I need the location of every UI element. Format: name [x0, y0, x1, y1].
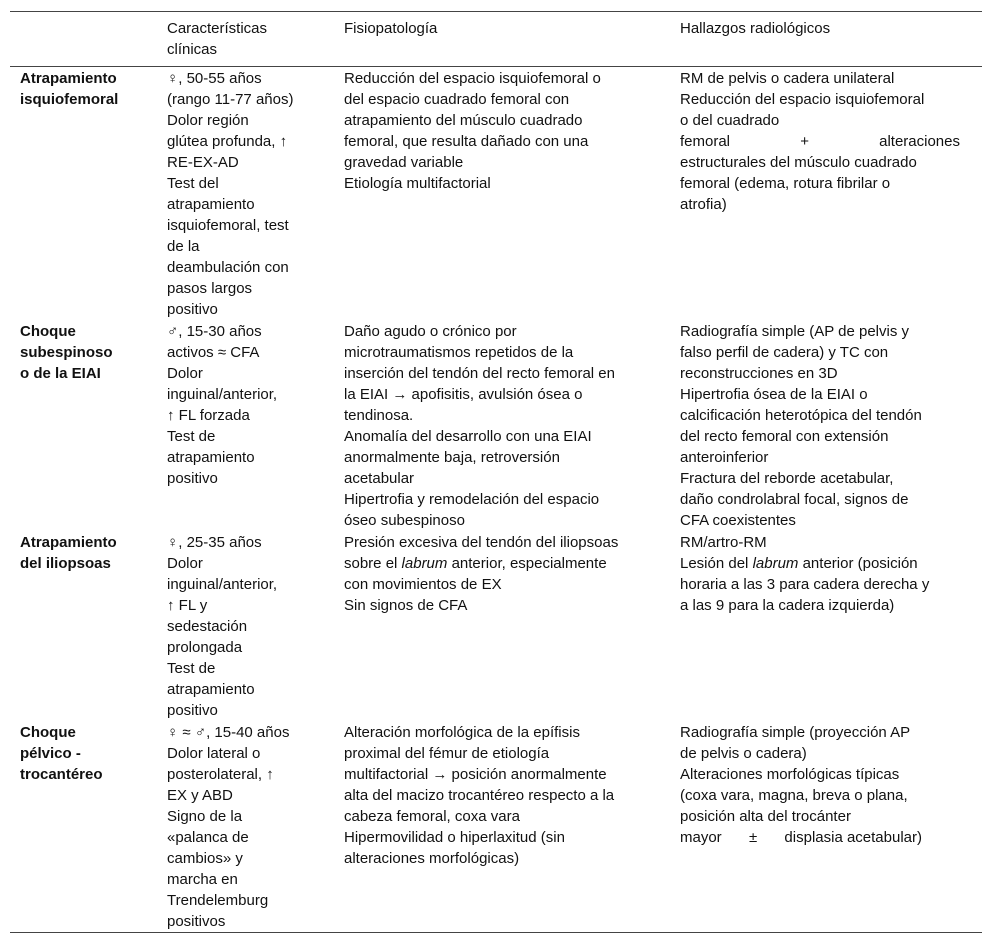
- text-run: Lesión del: [680, 555, 753, 572]
- clinical-line: Trendelemburg: [167, 892, 269, 909]
- radiology-line: anteroinferior: [680, 449, 769, 466]
- pathophysiology-line: femoral, que resulta dañado con una: [344, 133, 589, 150]
- clinical-line: ♂, 15-30 años: [167, 323, 262, 340]
- pathophysiology-line: microtraumatismos repetidos de la: [344, 344, 574, 361]
- radiology-word: ±: [748, 829, 758, 846]
- radiology-line: reconstrucciones en 3D: [680, 365, 838, 382]
- radiology-line: Fractura del reborde acetabular,: [680, 470, 894, 487]
- table-row: [10, 721, 982, 933]
- table-row: [10, 320, 982, 531]
- clinical-line: Signo de la: [167, 808, 243, 825]
- radiology-cell: [677, 67, 982, 321]
- pathophysiology-line: tendinosa.: [344, 407, 414, 424]
- clinical-line: marcha en: [167, 871, 238, 888]
- radiology-line: [680, 553, 982, 574]
- clinical-line: cambios» y: [167, 850, 243, 867]
- pathophysiology-cell: [339, 320, 677, 531]
- pathophysiology-line: Hipertrofia y remodelación del espacio: [344, 491, 600, 508]
- pathophysiology-line: Etiología multifactorial: [344, 175, 491, 192]
- radiology-line: posición alta del trocánter: [680, 808, 851, 825]
- header-radiology: Hallazgos radiológicos: [680, 20, 831, 37]
- clinical-line: glútea profunda, ↑: [167, 133, 288, 150]
- pathophysiology-cell: [339, 721, 677, 933]
- clinical-line: ↑ FL forzada: [167, 407, 250, 424]
- header-clinical-line: clínicas: [167, 41, 218, 58]
- clinical-line: positivos: [167, 913, 226, 930]
- radiology-line: (coxa vara, magna, breva o plana,: [680, 787, 908, 804]
- radiology-line: o del cuadrado: [680, 112, 780, 129]
- condition-line: Atrapamiento: [20, 70, 117, 87]
- radiology-line: Alteraciones morfológicas típicas: [680, 766, 900, 783]
- pathophysiology-line: del espacio cuadrado femoral con: [344, 91, 570, 108]
- pathophysiology-line: atrapamiento del músculo cuadrado: [344, 112, 583, 129]
- radiology-line: falso perfil de cadera) y TC con: [680, 344, 889, 361]
- header-pathophysiology: Fisiopatología: [344, 20, 438, 37]
- pathophysiology-line: Reducción del espacio isquiofemoral o: [344, 70, 601, 87]
- radiology-line: horaria a las 3 para cadera derecha y: [680, 576, 930, 593]
- pathophysiology-line: multifactorial → posición anormalmente: [344, 766, 607, 783]
- condition-line: del iliopsoas: [20, 555, 111, 572]
- condition-cell: [10, 320, 159, 531]
- clinical-cell: [159, 721, 339, 933]
- clinical-line: isquiofemoral, test: [167, 217, 289, 234]
- table-row: [10, 67, 982, 321]
- pathophysiology-line: gravedad variable: [344, 154, 464, 171]
- clinical-line: positivo: [167, 702, 218, 719]
- clinical-line: de la: [167, 238, 200, 255]
- clinical-line: atrapamiento: [167, 449, 255, 466]
- header-clinical-line: Características: [167, 20, 268, 37]
- radiology-line: Reducción del espacio isquiofemoral: [680, 91, 925, 108]
- condition-line: trocantéreo: [20, 766, 103, 783]
- clinical-line: ↑ FL y: [167, 597, 208, 614]
- clinical-line: Dolor: [167, 555, 203, 572]
- pathophysiology-line: Presión excesiva del tendón del iliopsoas: [344, 534, 619, 551]
- clinical-line: Dolor: [167, 365, 203, 382]
- clinical-line: atrapamiento: [167, 196, 255, 213]
- condition-line: subespinoso: [20, 344, 113, 361]
- header-clinical: [159, 12, 339, 67]
- radiology-line: Radiografía simple (proyección AP: [680, 724, 911, 741]
- radiology-line: CFA coexistentes: [680, 512, 796, 529]
- pathophysiology-cell: [339, 531, 677, 721]
- clinical-line: Test del: [167, 175, 219, 192]
- condition-line: o de la EIAI: [20, 365, 101, 382]
- clinical-line: RE-EX-AD: [167, 154, 239, 171]
- text-run: anterior (posición: [798, 555, 918, 572]
- pathophysiology-line: anormalmente baja, retroversión: [344, 449, 560, 466]
- pathophysiology-line: alteraciones morfológicas): [344, 850, 520, 867]
- radiology-line: daño condrolabral focal, signos de: [680, 491, 909, 508]
- clinical-line: positivo: [167, 470, 218, 487]
- clinical-line: positivo: [167, 301, 218, 318]
- clinical-line: ♀ ≈ ♂, 15-40 años: [167, 724, 290, 741]
- pathophysiology-line: [344, 553, 677, 574]
- radiology-line: RM/artro-RM: [680, 534, 767, 551]
- clinical-line: inguinal/anterior,: [167, 386, 278, 403]
- condition-cell: [10, 531, 159, 721]
- condition-line: Atrapamiento: [20, 534, 117, 551]
- clinical-line: pasos largos: [167, 280, 253, 297]
- radiology-line: estructurales del músculo cuadrado: [680, 154, 917, 171]
- pathophysiology-line: Hipermovilidad o hiperlaxitud (sin: [344, 829, 565, 846]
- radiology-justified-line: [680, 131, 982, 152]
- radiology-line: femoral (edema, rotura fibrilar o: [680, 175, 891, 192]
- radiology-justified-line: [680, 827, 982, 848]
- radiology-word: femoral: [680, 133, 731, 150]
- text-run: anterior, especialmente: [447, 555, 607, 572]
- table-row: [10, 531, 982, 721]
- clinical-line: inguinal/anterior,: [167, 576, 278, 593]
- radiology-line: Radiografía simple (AP de pelvis y: [680, 323, 909, 340]
- radiology-word: alteraciones: [879, 133, 960, 150]
- clinical-line: posterolateral, ↑: [167, 766, 274, 783]
- condition-cell: [10, 67, 159, 321]
- clinical-line: Test de: [167, 428, 216, 445]
- radiology-line: de pelvis o cadera): [680, 745, 807, 762]
- clinical-line: Dolor lateral o: [167, 745, 261, 762]
- radiology-line: Hipertrofia ósea de la EIAI o: [680, 386, 868, 403]
- clinical-line: Test de: [167, 660, 216, 677]
- radiology-word: displasia acetabular): [784, 829, 922, 846]
- condition-line: Choque: [20, 323, 76, 340]
- clinical-line: ♀, 25-35 años: [167, 534, 262, 551]
- radiology-cell: [677, 320, 982, 531]
- radiology-line: del recto femoral con extensión: [680, 428, 889, 445]
- header-condition: [10, 12, 159, 67]
- radiology-word: mayor: [680, 829, 722, 846]
- radiology-line: a las 9 para la cadera izquierda): [680, 597, 895, 614]
- clinical-line: (rango 11-77 años): [167, 91, 294, 108]
- pathophysiology-line: Daño agudo o crónico por: [344, 323, 517, 340]
- condition-line: isquiofemoral: [20, 91, 119, 108]
- condition-cell: [10, 721, 159, 933]
- radiology-cell: [677, 531, 982, 721]
- clinical-line: sedestación: [167, 618, 248, 635]
- pathophysiology-line: acetabular: [344, 470, 415, 487]
- radiology-cell: [677, 721, 982, 933]
- pathophysiology-line: la EIAI → apofisitis, avulsión ósea o: [344, 386, 583, 403]
- text-run: sobre el: [344, 555, 402, 572]
- clinical-line: «palanca de: [167, 829, 249, 846]
- condition-line: Choque: [20, 724, 76, 741]
- pathophysiology-line: con movimientos de EX: [344, 576, 502, 593]
- pathophysiology-line: Anomalía del desarrollo con una EIAI: [344, 428, 592, 445]
- clinical-cell: [159, 320, 339, 531]
- condition-line: pélvico -: [20, 745, 81, 762]
- clinical-line: Dolor región: [167, 112, 249, 129]
- radiology-line: atrofia): [680, 196, 727, 213]
- clinical-line: activos ≈ CFA: [167, 344, 260, 361]
- clinical-line: ♀, 50-55 años: [167, 70, 262, 87]
- clinical-line: EX y ABD: [167, 787, 233, 804]
- pathophysiology-line: óseo subespinoso: [344, 512, 465, 529]
- clinical-comparison-table: [10, 11, 982, 933]
- pathophysiology-line: Alteración morfológica de la epífisis: [344, 724, 580, 741]
- pathophysiology-line: proximal del fémur de etiología: [344, 745, 550, 762]
- clinical-line: atrapamiento: [167, 681, 255, 698]
- pathophysiology-line: alta del macizo trocantéreo respecto a la: [344, 787, 615, 804]
- clinical-cell: [159, 531, 339, 721]
- clinical-line: prolongada: [167, 639, 243, 656]
- table-header-row: [10, 12, 982, 67]
- pathophysiology-line: Sin signos de CFA: [344, 597, 468, 614]
- italic-term: labrum: [752, 555, 799, 572]
- clinical-cell: [159, 67, 339, 321]
- pathophysiology-line: inserción del tendón del recto femoral en: [344, 365, 615, 382]
- clinical-line: deambulación con: [167, 259, 289, 276]
- radiology-word: +: [800, 133, 809, 150]
- italic-term: labrum: [401, 555, 448, 572]
- radiology-line: RM de pelvis o cadera unilateral: [680, 70, 895, 87]
- radiology-line: calcificación heterotópica del tendón: [680, 407, 922, 424]
- pathophysiology-cell: [339, 67, 677, 321]
- pathophysiology-line: cabeza femoral, coxa vara: [344, 808, 520, 825]
